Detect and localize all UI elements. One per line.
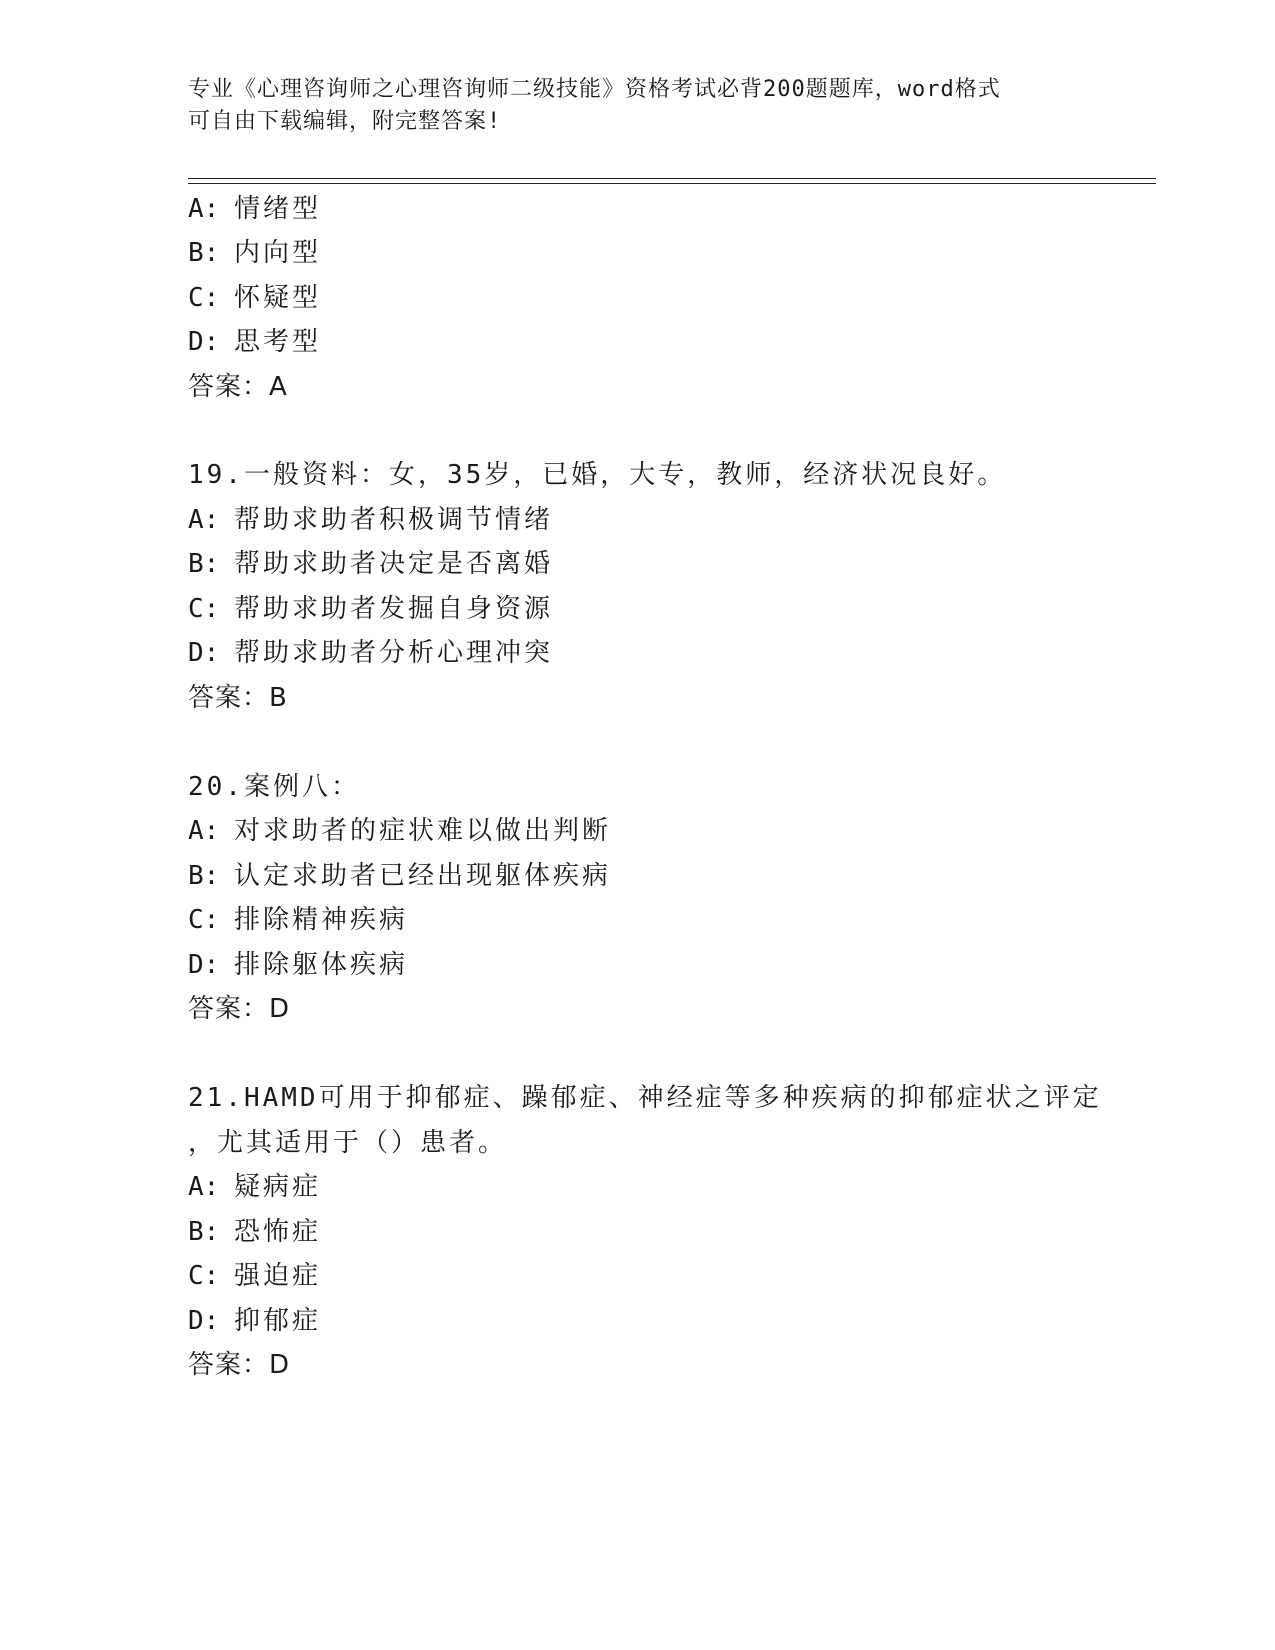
q18-option-d: D: 思考型 [188, 327, 322, 357]
q18-option-a: A: 情绪型 [188, 194, 322, 224]
q18-option-b: B: 内向型 [188, 238, 322, 268]
q20-option-a: A: 对求助者的症状难以做出判断 [188, 816, 612, 846]
q20-answer: 答案：D [188, 994, 291, 1024]
q20-option-c: C: 排除精神疾病 [188, 905, 409, 935]
header-rule-top [188, 178, 1156, 179]
q21-option-b: B: 恐怖症 [188, 1217, 322, 1247]
q19-answer: 答案：B [188, 683, 288, 713]
q18-option-c: C: 怀疑型 [188, 283, 322, 313]
q21-option-a: A: 疑病症 [188, 1172, 322, 1202]
q20-option-b: B: 认定求助者已经出现躯体疾病 [188, 861, 612, 891]
q19-option-c: C: 帮助求助者发掘自身资源 [188, 594, 554, 624]
q19-option-a: A: 帮助求助者积极调节情绪 [188, 505, 554, 535]
header-line-2: 可自由下载编辑，附完整答案! [188, 109, 502, 134]
q21-stem-line-1: 21.HAMD可用于抑郁症、躁郁症、神经症等多种疾病的抑郁症状之评定 [188, 1083, 1102, 1113]
header-rule-bottom [188, 183, 1156, 184]
q19-option-d: D: 帮助求助者分析心理冲突 [188, 638, 554, 668]
q19-option-b: B: 帮助求助者决定是否离婚 [188, 549, 554, 579]
document-header [188, 74, 1088, 138]
q20-stem: 20.案例八： [188, 772, 360, 802]
q21-option-c: C: 强迫症 [188, 1261, 322, 1291]
q19-stem: 19.一般资料：女，35岁，已婚，大专，教师，经济状况良好。 [188, 460, 1007, 490]
q21-answer: 答案：D [188, 1350, 291, 1380]
q21-option-d: D: 抑郁症 [188, 1306, 322, 1336]
q18-answer: 答案：A [188, 372, 288, 402]
q21-stem-line-2: ，尤其适用于（）患者。 [188, 1128, 508, 1158]
header-line-1: 专业《心理咨询师之心理咨询师二级技能》资格考试必背200题题库，word格式 [188, 77, 1001, 102]
q20-option-d: D: 排除躯体疾病 [188, 950, 409, 980]
